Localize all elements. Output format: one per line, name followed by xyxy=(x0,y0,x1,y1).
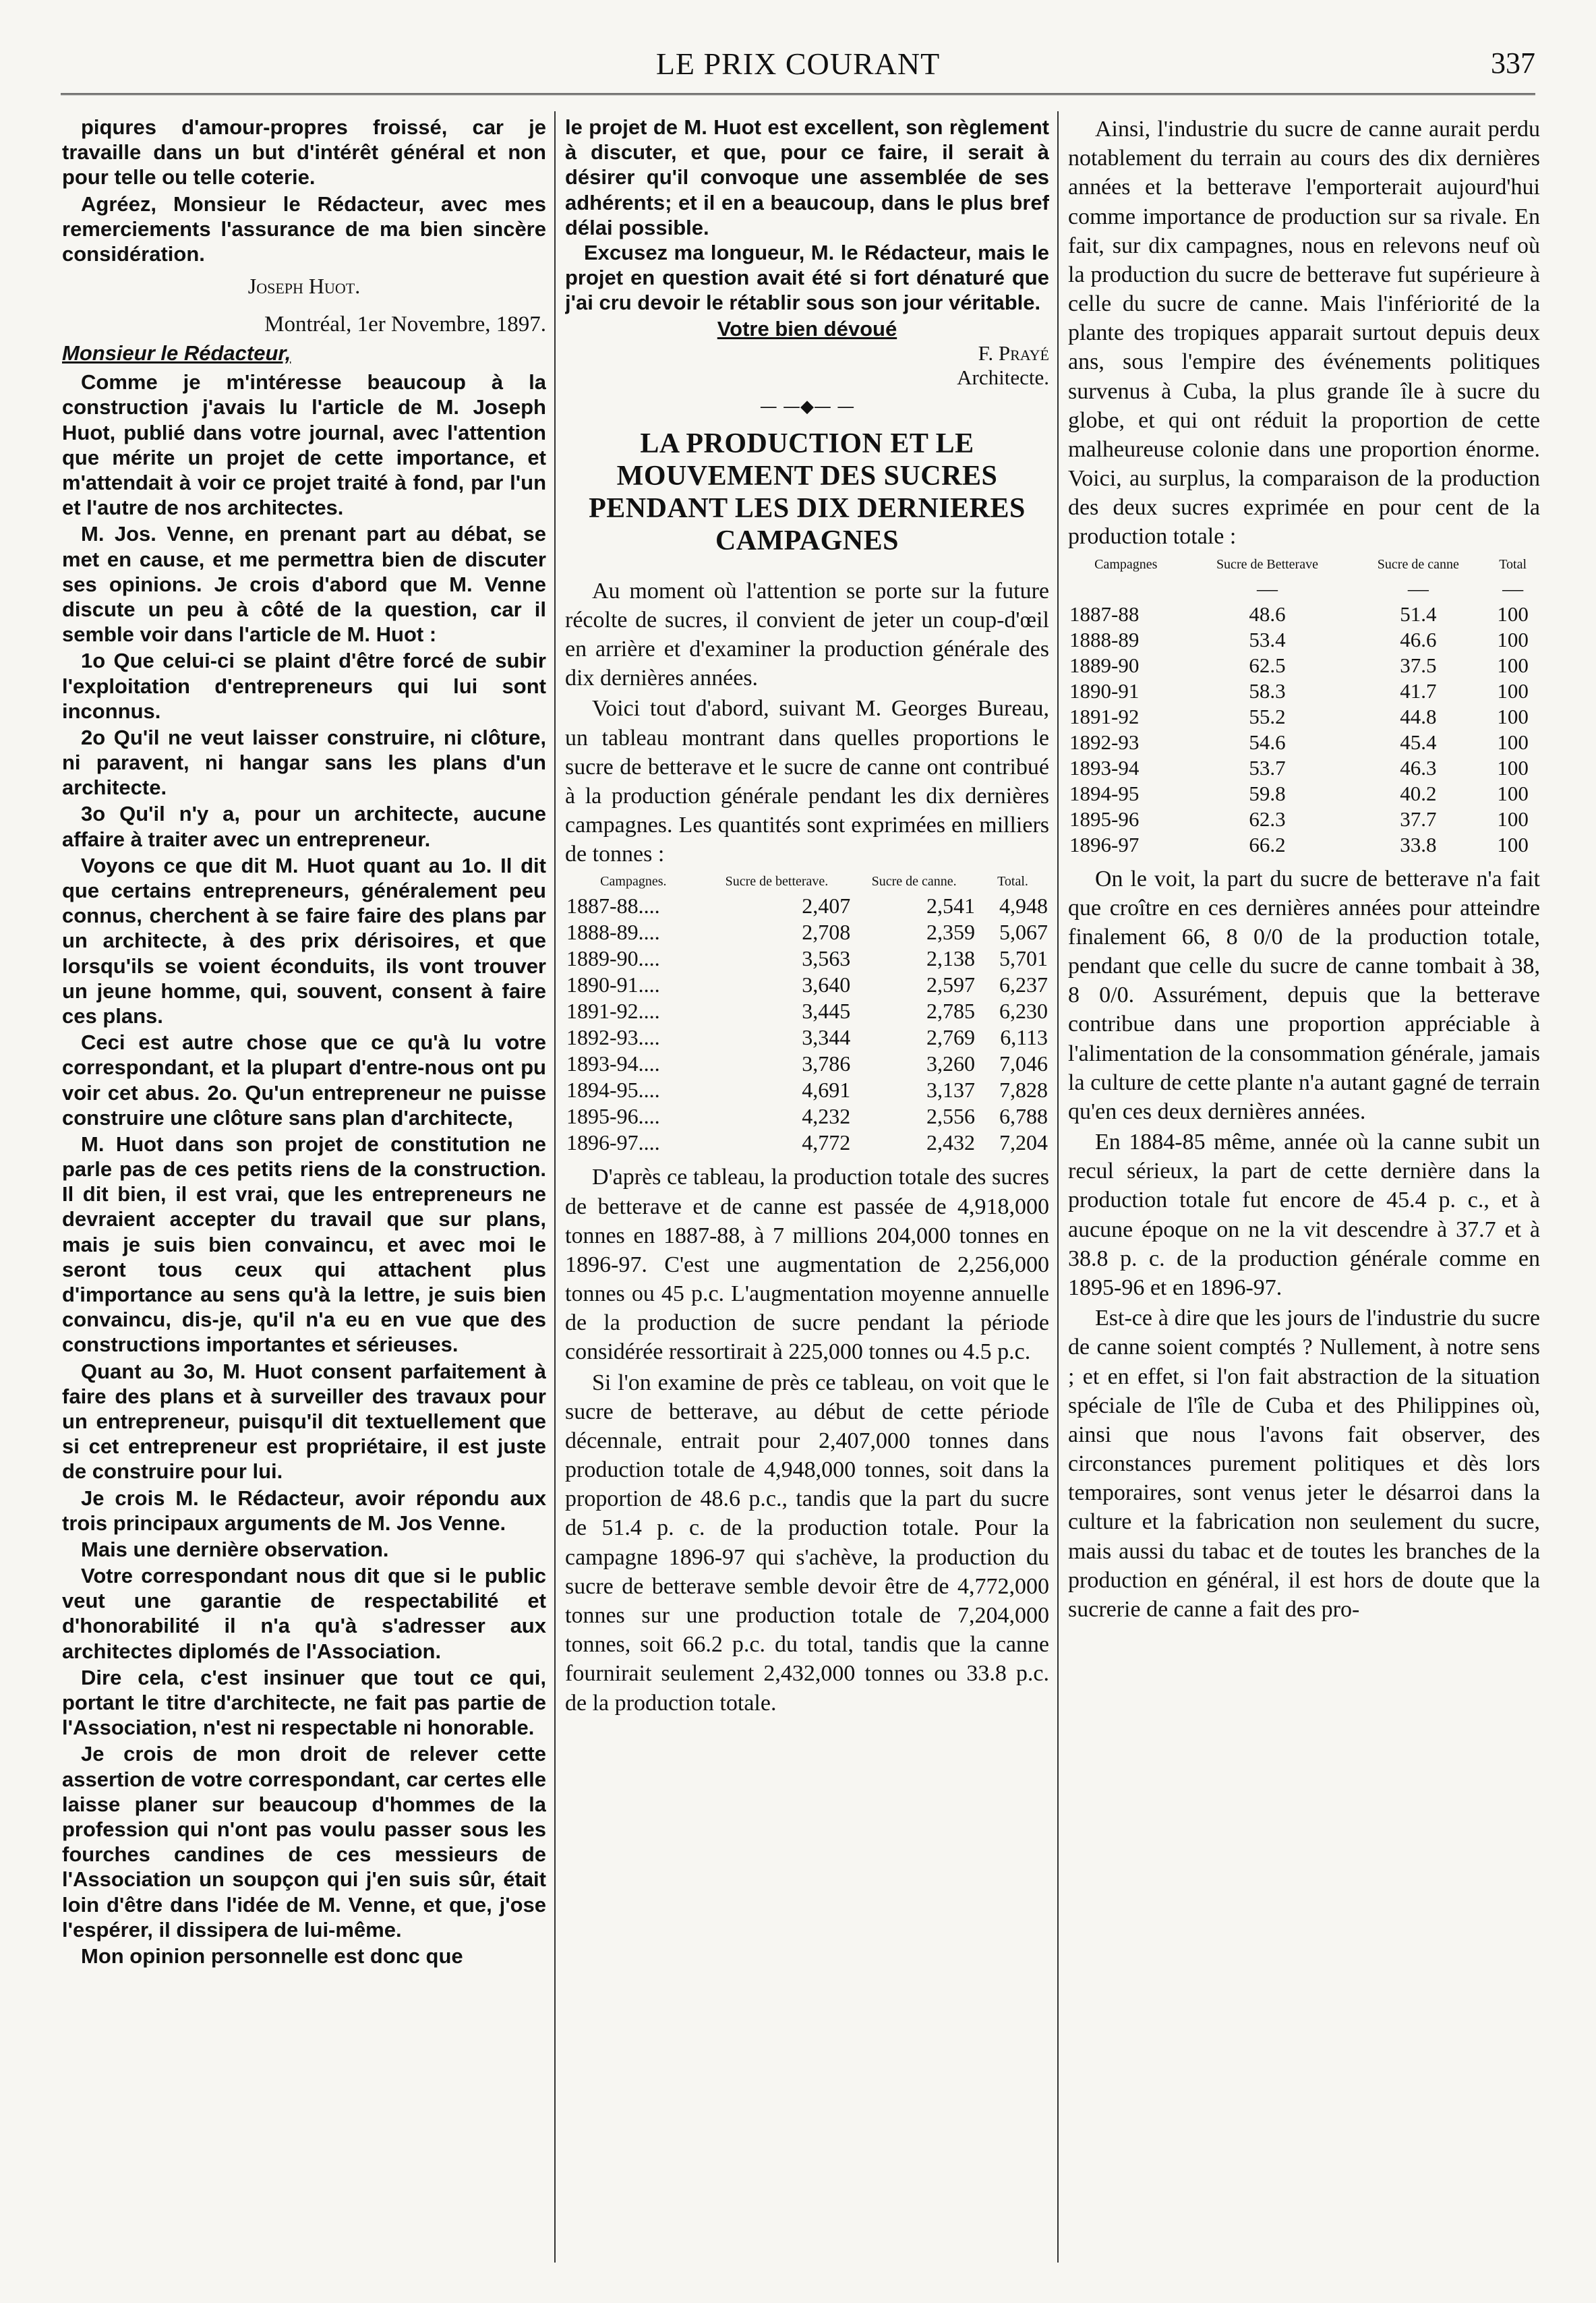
campaign-cell: 1890-91 xyxy=(1069,678,1140,703)
value-cell: 100 xyxy=(1497,704,1529,728)
campaign-cell: 1889-90.... xyxy=(566,946,660,971)
value-cell: 46.3 xyxy=(1400,755,1437,780)
value-cell: 7,828 xyxy=(999,1078,1048,1103)
article-conclusion xyxy=(1068,865,1540,1624)
letter2-paragraph: Mais une dernière observation. xyxy=(81,1537,389,1561)
letter2-body xyxy=(62,370,546,1969)
table-header-row xyxy=(565,870,1049,893)
value-cell: 4,232 xyxy=(802,1104,851,1129)
value-cell: 100 xyxy=(1497,781,1529,805)
letter-paragraph: le projet de M. Huot est excellent, son règlement à discuter, et que, pour ce faire, il serait à désirer qu'il convoque une assemblée de ses adhérents; et il en a beaucoup, dans le plus bref délai possible. xyxy=(565,115,1049,239)
campaign-cell: 1891-92.... xyxy=(566,999,660,1024)
value-cell: 100 xyxy=(1497,807,1529,831)
journal-title: LE PRIX COURANT xyxy=(655,47,941,81)
value-cell: 45.4 xyxy=(1400,730,1437,754)
article-paragraph: D'après ce tableau, la production totale des sucres de betterave et de canne est passée de 4,918,000 tonnes en 1887-88, à 7 millions 204,000 tonnes en 1896-97. C'est une augmentation de 2,256,000 tonnes ou 45 p.c. L'augmentation moyenne annuelle de la production de sucre pendant la période considérée ressortirait à 225,000 tonnes ou 4.5 p.c. xyxy=(565,1165,1049,1365)
column-2 xyxy=(565,115,1049,2263)
letter2-paragraph: Comme je m'intéresse beaucoup à la construction j'avais lu l'article de M. Joseph Huot, publié dans votre journal, avec l'attention que mérite un projet de cette importance, et m'attendait à voir ce projet traité à fond, par l'un et l'autre de nos architectes. xyxy=(62,370,546,520)
letter1-paragraph: piqures d'amour-propres froissé, car je travaille dans un but d'intérêt général et non pour telle ou telle coterie. xyxy=(62,115,546,190)
value-cell: 48.6 xyxy=(1249,602,1286,626)
campaign-cell: 1888-89.... xyxy=(566,920,660,945)
value-cell: 6,237 xyxy=(999,972,1048,997)
value-cell: 40.2 xyxy=(1400,781,1437,805)
value-cell: 37.5 xyxy=(1400,653,1437,677)
article-paragraph: Si l'on examine de près ce tableau, on voit que le sucre de betterave, au début de cette période décennale, entrait pour 2,407,000 tonnes dans production totale de 4,948,000 tonnes, soit dans la proportion de 48.6 p.c., tandis que la part du sucre de 51.4 p. c. de la production totale. Pour la campagne 1896-97 qui s'achève, la production du sucre de betterave semble devoir être de 4,772,000 tonnes sur une production totale de 7,204,000 tonnes, soit 66.2 p.c. du total, tandis que la canne fournirait seulement 2,432,000 tonnes ou 33.8 p.c. de la production totale. xyxy=(565,1370,1049,1716)
campaign-cell: 1890-91.... xyxy=(566,972,660,997)
article-paragraph: Est-ce à dire que les jours de l'industrie du sucre de canne soient comptés ? Nullement, à notre sens ; et en effet, si l'on fait abstraction de la situation spéciale de l'île de Cuba et des Philippines où, ainsi que nous l'avons fait observer, des circonstances purement politiques et dès lors temporaires, sont venus jeter le désarroi dans la culture et la fabrication non seulement du sucre, mais aussi du tabac et de toutes les branches de la production en général, il est hors de doute que la sucrerie de canne a fait des pro- xyxy=(1068,1306,1540,1622)
letter-paragraph: Excusez ma longueur, M. le Rédacteur, mais le projet en question avait été si fort dénaturé que j'ai cru devoir le rétablir sous son jour véritable. xyxy=(565,240,1049,315)
value-cell: 100 xyxy=(1497,730,1529,754)
value-cell: 2,138 xyxy=(926,946,975,971)
separator-ornament: — —◆— — xyxy=(759,396,855,417)
production-table-percent xyxy=(1068,553,1540,858)
value-cell: 2,432 xyxy=(926,1130,975,1155)
campaign-cell: 1887-88 xyxy=(1069,602,1140,626)
campaign-cell: 1894-95 xyxy=(1069,781,1140,805)
value-cell: 53.4 xyxy=(1249,627,1286,651)
article-analysis xyxy=(565,1163,1049,1717)
table-row xyxy=(1068,653,1540,678)
table-row xyxy=(1068,832,1540,858)
column-3 xyxy=(1068,115,1540,2263)
value-cell: 6,230 xyxy=(999,999,1048,1024)
table-row xyxy=(1068,781,1540,807)
value-cell: 2,556 xyxy=(926,1104,975,1129)
header-rule xyxy=(61,93,1535,95)
value-cell: 3,137 xyxy=(926,1078,975,1103)
table-row xyxy=(565,1077,1049,1103)
article-intro xyxy=(565,577,1049,869)
value-cell: 3,260 xyxy=(926,1051,975,1076)
column-header: Sucre de betterave. xyxy=(725,874,829,890)
letter1-signature: Joseph Huot. xyxy=(247,274,361,299)
table-row xyxy=(565,1130,1049,1156)
table-row xyxy=(565,919,1049,945)
article-paragraph: Voici tout d'abord, suivant M. Georges Bureau, un tableau montrant dans quelles proportions le sucre de betterave et le sucre de canne ont contribué à la production générale pendant les dix dernières campagnes. Les quantités sont exprimées en milliers de tonnes : xyxy=(565,696,1049,867)
column-divider-1 xyxy=(554,111,556,2263)
value-cell: 59.8 xyxy=(1249,781,1286,805)
value-cell: 6,113 xyxy=(1000,1025,1048,1050)
letter2-paragraph: Je crois de mon droit de relever cette assertion de votre correspondant, car certes elle laisse planer sur beaucoup d'hommes de la profession qui n'ont pas voulu passer sous les fourches candines de ces messieurs de l'Association un soupçon qui j'en suis sûr, était loin d'être dans l'idée de M. Venne, et que, j'ose l'espérer, il dissipera de lui-même. xyxy=(62,1742,546,1942)
value-cell: 100 xyxy=(1497,755,1529,780)
column-header: Total. xyxy=(997,874,1028,890)
value-cell: 2,407 xyxy=(802,894,851,919)
value-cell: 100 xyxy=(1497,832,1529,856)
table-row xyxy=(1068,678,1540,704)
value-cell: 44.8 xyxy=(1400,704,1437,728)
signature-title: Architecte. xyxy=(957,365,1049,389)
column-divider-2 xyxy=(1057,111,1059,2263)
value-cell: 3,640 xyxy=(802,972,851,997)
column-header: Sucre de canne xyxy=(1377,556,1459,572)
campaign-cell: 1896-97.... xyxy=(566,1130,660,1155)
letter2-paragraph: Quant au 3o, M. Huot consent parfaitement à faire des plans et à surveiller des travaux pour un entrepreneur, puisqu'il dit textuellement que si cet entrepreneur est propriétaire, il est juste de construire pour lui. xyxy=(62,1359,546,1484)
letter1-paragraph: Agréez, Monsieur le Rédacteur, avec mes remerciements l'assurance de ma bien sincère considération. xyxy=(62,192,546,266)
letter2-paragraph: Je crois M. le Rédacteur, avoir répondu aux trois principaux arguments de M. Jos Venne. xyxy=(62,1486,546,1535)
value-cell: 62.3 xyxy=(1249,807,1286,831)
table-row xyxy=(1068,627,1540,653)
value-cell: 2,597 xyxy=(926,972,975,997)
column-header: Total xyxy=(1499,556,1527,572)
campaign-cell: 1893-94 xyxy=(1069,755,1140,780)
value-cell: 55.2 xyxy=(1249,704,1286,728)
letter2-paragraph: Voyons ce que dit M. Huot quant au 1o. Il dit que certains entrepreneurs, généralement peu connus, cherchent à se faire faire des plans par un architecte, à des prix dérisoires, et que lorsqu'ils se voient éconduits, ils vont trouver un jeune homme, qui, souvent, consent à faire ces plans. xyxy=(62,853,546,1028)
value-cell: 7,204 xyxy=(999,1130,1048,1155)
dash-row: — — — xyxy=(1256,576,1524,600)
letter2-paragraph: M. Huot dans son projet de constitution ne parle pas de ces petits riens de la construction. Il dit bien, il est vrai, que les entrepreneurs ne devraient accepter du travail que sur plans, mais je suis bien convaincu, et avec moi le seront tous ceux qui attachent plus d'importance au sens qu'à la lettre, je suis bien convaincu, dis-je, qu'il n'a eu en vue que des constructions importantes et sérieuses. xyxy=(62,1132,546,1357)
table-row xyxy=(1068,704,1540,730)
value-cell: 2,769 xyxy=(926,1025,975,1050)
letter2-paragraph: 1o Que celui-ci se plaint d'être forcé de subir l'exploitation d'entrepreneurs qui lui sont inconnus. xyxy=(62,649,546,723)
letter2-paragraph: Ceci est autre chose que ce qu'à lu votre correspondant, et la plupart d'entre-nous ont pu voir cet abus. 2o. Qu'un entrepreneur ne puisse construire une clôture sans plan d'architecte, xyxy=(62,1030,546,1130)
column-header: Sucre de Betterave xyxy=(1216,556,1318,572)
column-1 xyxy=(62,115,546,2263)
value-cell: 100 xyxy=(1497,627,1529,651)
value-cell: 100 xyxy=(1497,602,1529,626)
table-row xyxy=(565,972,1049,998)
table-row xyxy=(1068,602,1540,627)
article-paragraph: Ainsi, l'industrie du sucre de canne aurait perdu notablement du terrain au cours des dix dernières années et la betterave l'emporterait aujourd'hui comme importance de production sur sa rivale. En fait, sur dix campagnes, nous en relevons neuf où la production du sucre de betterave fut supérieure à celle du sucre de canne. Mais l'infériorité de la plante des tropiques apparait surtout depuis deux ans, sous l'empire des événements politiques survenus à Cuba, la plus grande île à sucre du globe, et qui ont réduit la proportion de cette malheureuse colonie dans une proportion énorme. Voici, au surplus, la comparaison de la production des deux sucres exprimée en pour cent de la production totale : xyxy=(1068,117,1540,550)
letter2-paragraph: 2o Qu'il ne veut laisser construire, ni clôture, ni paravent, ni hangar sans les plans d'un architecte. xyxy=(62,725,546,800)
table-row xyxy=(565,1024,1049,1051)
value-cell: 62.5 xyxy=(1249,653,1286,677)
production-table-tonnes xyxy=(565,870,1049,1156)
value-cell: 58.3 xyxy=(1249,678,1286,703)
value-cell: 3,563 xyxy=(802,946,851,971)
value-cell: 37.7 xyxy=(1400,807,1437,831)
campaign-cell: 1892-93.... xyxy=(566,1025,660,1050)
value-cell: 51.4 xyxy=(1400,602,1437,626)
campaign-cell: 1889-90 xyxy=(1069,653,1140,677)
value-cell: 7,046 xyxy=(999,1051,1048,1076)
article-continuation xyxy=(1068,115,1540,552)
campaign-cell: 1894-95.... xyxy=(566,1078,660,1103)
value-cell: 53.7 xyxy=(1249,755,1286,780)
value-cell: 2,541 xyxy=(926,894,975,919)
value-cell: 41.7 xyxy=(1400,678,1437,703)
value-cell: 54.6 xyxy=(1249,730,1286,754)
salutation: Monsieur le Rédacteur, xyxy=(62,341,291,366)
campaign-cell: 1892-93 xyxy=(1069,730,1140,754)
table-row xyxy=(565,945,1049,972)
value-cell: 100 xyxy=(1497,653,1529,677)
table-row xyxy=(1068,807,1540,832)
value-cell: 3,445 xyxy=(802,999,851,1024)
signature-name: F. Prayé xyxy=(978,341,1049,365)
table-row xyxy=(565,893,1049,919)
letter2-continuation xyxy=(565,115,1049,316)
value-cell: 100 xyxy=(1497,678,1529,703)
article-paragraph: Au moment où l'attention se porte sur la future récolte de sucres, il convient de jeter un coup-d'œil en arrière et d'examiner la production générale des dix dernières années. xyxy=(565,578,1049,691)
value-cell: 4,948 xyxy=(999,894,1048,919)
value-cell: 66.2 xyxy=(1249,832,1286,856)
article-paragraph: En 1884-85 même, année où la canne subit un recul sérieux, la part de cette dernière dans la production totale fut encore de 45.4 p. c., et à aucune époque on ne la vit descendre à 37.7 et à 38.8 p. c. de la production générale comme en 1895-96 et en 1896-97. xyxy=(1068,1130,1540,1300)
letter2-paragraph: Dire cela, c'est insinuer que tout ce qui, portant le titre d'architecte, ne fait pas partie de l'Association, n'est ni respectable ni honorable. xyxy=(62,1665,546,1740)
value-cell: 3,344 xyxy=(802,1025,851,1050)
value-cell: 33.8 xyxy=(1400,832,1437,856)
closing-formula: Votre bien dévoué xyxy=(717,316,897,341)
page-header xyxy=(61,42,1535,89)
letter2-paragraph: M. Jos. Venne, en prenant part au débat, se met en cause, et me permettra bien de discuter ses opinions. Je crois d'abord que M. Venne discute un peu à côté de la question, car il semble voir dans l'article de M. Huot : xyxy=(62,522,546,647)
table-row xyxy=(565,1103,1049,1130)
value-cell: 5,701 xyxy=(999,946,1048,971)
value-cell: 2,359 xyxy=(926,920,975,945)
table-header-row xyxy=(1068,553,1540,576)
campaign-cell: 1895-96 xyxy=(1069,807,1140,831)
letter2-paragraph: Votre correspondant nous dit que si le public veut une garantie de respectabilité et d'honorabilité il n'a qu'à s'adresser aux architectes diplomés de l'Association. xyxy=(62,1564,546,1663)
letter2-paragraph: 3o Qu'il n'y a, pour un architecte, aucune affaire à traiter avec un entrepreneur. xyxy=(62,802,546,851)
campaign-cell: 1893-94.... xyxy=(566,1051,660,1076)
value-cell: 6,788 xyxy=(999,1104,1048,1129)
column-header: Campagnes xyxy=(1094,556,1158,572)
campaign-cell: 1888-89 xyxy=(1069,627,1140,651)
article-paragraph: On le voit, la part du sucre de betterave n'a fait que croître en ces dernières années pour atteindre finalement 66, 8 0/0 de la production totale, pendant que celle du sucre de canne tombait à 38, 8 0/0. Assurément, depuis que la betterave contribue dans une proportion appréciable à l'alimentation de la consommation générale, jamais la culture de cette plante n'a autant gagné de terrain qu'en ces deux dernières années. xyxy=(1068,866,1540,1124)
dateline: Montréal, 1er Novembre, 1897. xyxy=(264,312,546,337)
page-number: 337 xyxy=(1491,47,1535,80)
value-cell: 4,691 xyxy=(802,1078,851,1103)
value-cell: 5,067 xyxy=(999,920,1048,945)
article-title: LA PRODUCTION ET LE MOUVEMENT DES SUCRES PENDANT LES DIX DERNIERES CAMPAGNES xyxy=(589,428,1026,557)
campaign-cell: 1891-92 xyxy=(1069,704,1140,728)
value-cell: 2,785 xyxy=(926,999,975,1024)
value-cell: 46.6 xyxy=(1400,627,1437,651)
table-row xyxy=(1068,730,1540,755)
value-cell: 3,786 xyxy=(802,1051,851,1076)
campaign-cell: 1887-88.... xyxy=(566,894,660,919)
table-row xyxy=(565,998,1049,1024)
column-header: Sucre de canne. xyxy=(871,874,957,890)
campaign-cell: 1896-97 xyxy=(1069,832,1140,856)
value-cell: 4,772 xyxy=(802,1130,851,1155)
value-cell: 2,708 xyxy=(802,920,851,945)
column-header: Campagnes. xyxy=(600,874,667,890)
table-row xyxy=(565,1051,1049,1077)
letter2-paragraph: Mon opinion personnelle est donc que xyxy=(81,1944,463,1968)
table-row xyxy=(1068,755,1540,781)
campaign-cell: 1895-96.... xyxy=(566,1104,660,1129)
